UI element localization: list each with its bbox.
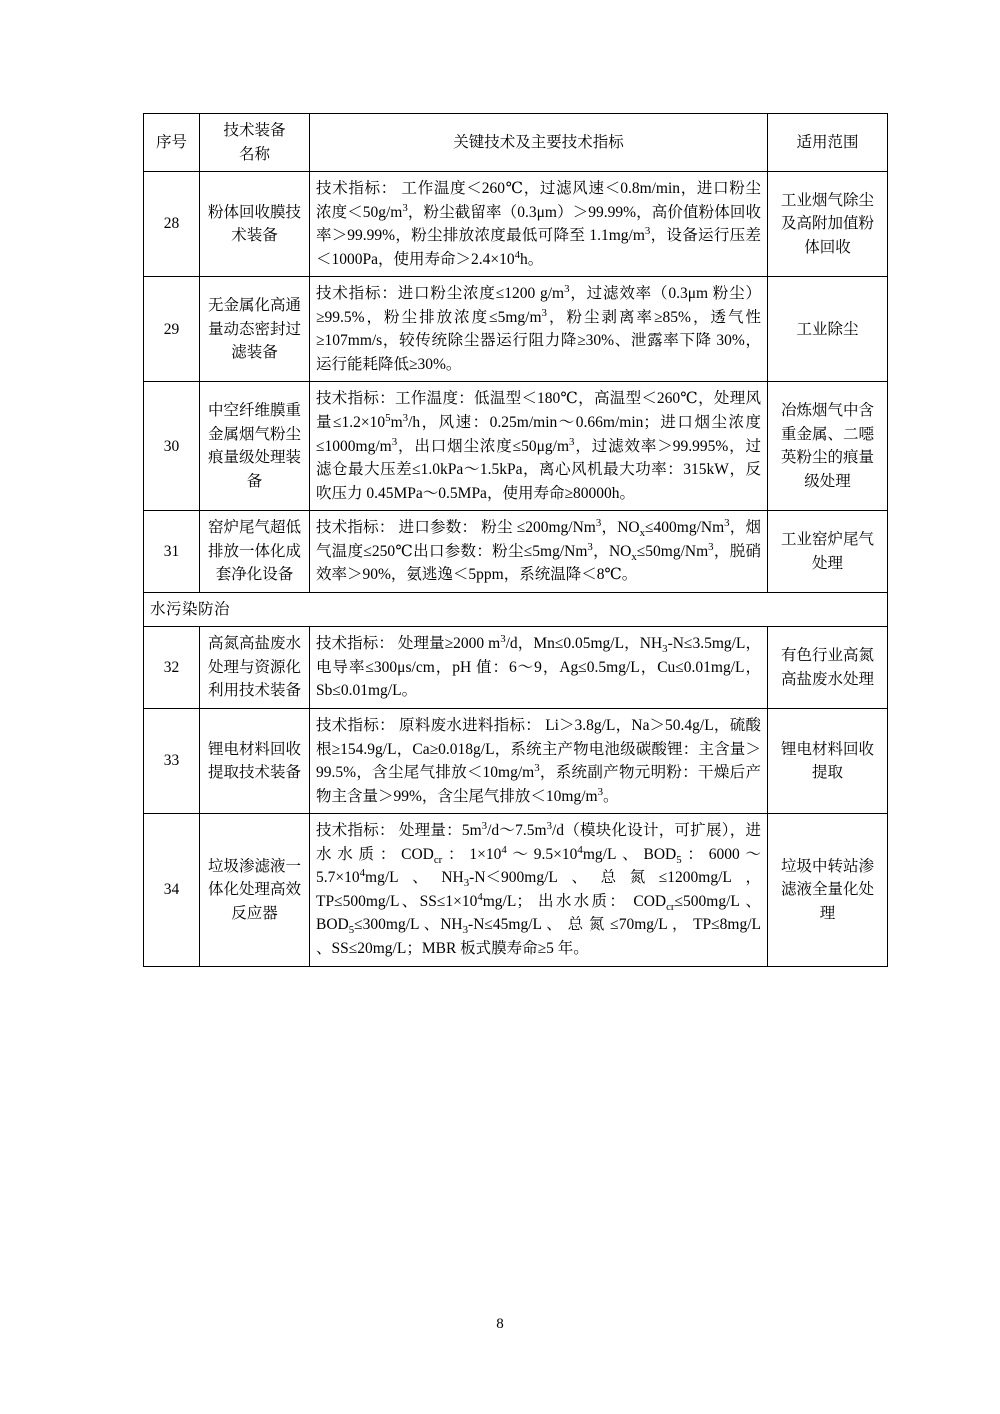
row-scope: 有色行业高氮高盐废水处理 (768, 627, 888, 709)
row-tech-spec: 技术指标： 工作温度＜260℃，过滤风速＜0.8m/min，进口粉尘浓度$<50g/m^3$，粉尘截留率（0.3μm）＞99.99%，高价值粉体回收率＞99.99%，粉尘排放浓度最低可降至 $1.1mg/m^3$，设备运行压差＜1000Pa，使用寿命$>2.4\times 10^4h$。 (310, 172, 768, 277)
row-no: 29 (144, 277, 200, 382)
row-no: 33 (144, 709, 200, 814)
row-no: 28 (144, 172, 200, 277)
header-cell-name (200, 114, 310, 172)
table-row (144, 172, 888, 277)
table-row (144, 277, 888, 382)
technology-equipment-table (143, 113, 888, 967)
header-name-line1: 技术装备 (223, 122, 286, 139)
row-scope: 工业除尘 (768, 277, 888, 382)
table-row (144, 511, 888, 593)
page-number: 8 (496, 1316, 504, 1332)
row-scope: 工业烟气除尘及高附加值粉体回收 (768, 172, 888, 277)
row-equipment-name: 锂电材料回收提取技术装备 (200, 709, 310, 814)
row-equipment-name: 窑炉尾气超低排放一体化成套净化设备 (200, 511, 310, 593)
row-no: 30 (144, 382, 200, 511)
row-tech-spec: 技术指标： 处理量：$5m^3/d\sim 7.5m^3/d$（模块化设计，可扩展），进水水质：$COD_{cr}$：$1\times 10^4\sim 9.5\times 10^4mg/L$、$BOD_5$：$6000\sim 5.7\times 10^4mg/L$、$NH_3-N<900mg/L$、总氮≤1200mg/L，TP≤500mg/L、$SS\le 1\times 10^4mg/L$； 出水水质： $COD_{cr}\le 500mg/L$ 、 $BOD_5\le 300mg/L$ 、$NH_3-N\le 45mg/L$ 、 总 氮 ≤70mg/L ， TP≤8mg/L 、SS≤20mg/L；MBR 板式膜寿命≥5 年。 (310, 814, 768, 966)
row-tech-spec: 技术指标： 原料废水进料指标： Li＞3.8g/L，Na＞50.4g/L，硫酸根≥154.9g/L，Ca≥0.018g/L，系统主产物电池级碳酸锂：主含量＞99.5%，含尘尾气排放$<10mg/m^3$，系统副产物元明粉：干燥后产物主含量＞99%，含尘尾气排放$<10mg/m^3$。 (310, 709, 768, 814)
table-row (144, 382, 888, 511)
row-scope: 冶炼烟气中含重金属、二噁英粉尘的痕量级处理 (768, 382, 888, 511)
header-name-line2: 名称 (238, 145, 270, 163)
row-scope: 工业窑炉尾气处理 (768, 511, 888, 593)
row-equipment-name: 无金属化高通量动态密封过滤装备 (200, 277, 310, 382)
row-no: 31 (144, 511, 200, 593)
row-equipment-name: 中空纤维膜重金属烟气粉尘痕量级处理装备 (200, 382, 310, 511)
row-tech-spec: 技术指标： 处理量≥2000 $m^3/d$，Mn≤0.05mg/L，$NH_3-N\le 3.5mg/L$，电导率≤300μs/cm，pH 值：6～9，Ag≤0.5mg/L，Cu≤0.01mg/L，Sb≤0.01mg/L。 (310, 627, 768, 709)
section-header-row (144, 592, 888, 627)
row-tech-spec: 技术指标： 进口参数： 粉尘 $\le 200mg/Nm^3$，$NO_x\le 400mg/Nm^3$，烟气温度≤250℃出口参数：粉尘$\le 5mg/Nm^3$，$NO_x\le 50mg/Nm^3$，脱硝效率＞90%，氨逃逸＜5ppm，系统温降＜8℃。 (310, 511, 768, 593)
row-scope: 锂电材料回收提取 (768, 709, 888, 814)
row-equipment-name: 高氮高盐废水处理与资源化利用技术装备 (200, 627, 310, 709)
technology-equipment-table-wrapper (143, 113, 887, 967)
header-cell-tech: 关键技术及主要技术指标 (310, 114, 768, 172)
row-scope: 垃圾中转站渗滤液全量化处理 (768, 814, 888, 966)
row-equipment-name: 垃圾渗滤液一体化处理高效反应器 (200, 814, 310, 966)
section-title: 水污染防治 (144, 592, 888, 627)
header-cell-scope: 适用范围 (768, 114, 888, 172)
table-header-row (144, 114, 888, 172)
row-no: 32 (144, 627, 200, 709)
row-tech-spec: 技术指标：工作温度：低温型＜180℃，高温型＜260℃，处理风量$\le 1.2\times 10^5m^3/h$，风速：0.25m/min～0.66m/min；进口烟尘浓度 $\le 1000mg/m^3$，出口烟尘浓度$\le 50\mu g/m^3$，过滤效率＞99.995%，过滤仓最大压差≤1.0kPa～1.5kPa，离心风机最大功率：315kW，反吹压力 0.45MPa～0.5MPa，使用寿命≥80000h。 (310, 382, 768, 511)
table-row (144, 627, 888, 709)
row-tech-spec: 技术指标：进口粉尘浓度≤1200 $g/m^3$，过滤效率（0.3μm 粉尘）≥99.5%，粉尘排放浓度$\le 5mg/m^3$，粉尘剥离率≥85%，透气性≥107mm/s，较传统除尘器运行阻力降≥30%、泄露率下降 30%，运行能耗降低≥30%。 (310, 277, 768, 382)
header-cell-no: 序号 (144, 114, 200, 172)
table-row (144, 814, 888, 966)
row-no: 34 (144, 814, 200, 966)
table-row (144, 709, 888, 814)
row-equipment-name: 粉体回收膜技术装备 (200, 172, 310, 277)
